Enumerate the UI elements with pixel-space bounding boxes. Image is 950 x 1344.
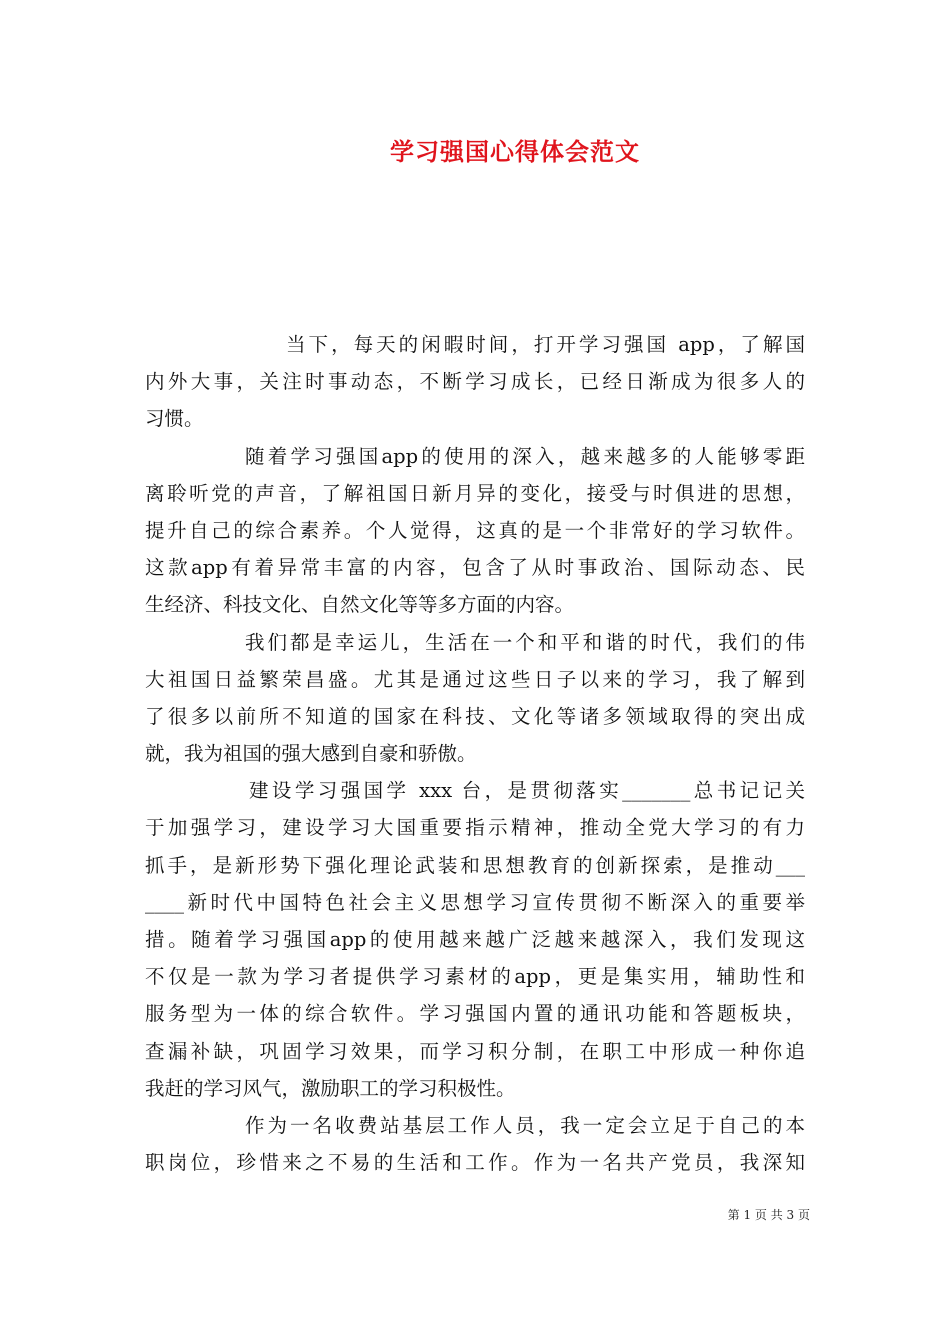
body-line: 不仅是一款为学习者提供学习素材的app，更是集实用，辅助性和	[145, 965, 805, 989]
body-line: 抓手，是新形势下强化理论武装和思想教育的创新探索，是推动___	[145, 853, 805, 877]
body-line: 这款app有着异常丰富的内容，包含了从时事政治、国际动态、民	[145, 556, 805, 580]
document-body	[145, 326, 805, 1181]
body-line: ____新时代中国特色社会主义思想学习宣传贯彻不断深入的重要举	[145, 890, 805, 914]
body-line: 当下，每天的闲暇时间，打开学习强国 app，了解国	[286, 333, 805, 356]
page-footer: 第 1 页 共 3 页	[727, 1208, 810, 1222]
body-line: 我赶的学习风气，激励职工的学习积极性。	[145, 1076, 516, 1100]
body-line: 随着学习强国app的使用的深入，越来越多的人能够零距	[245, 444, 805, 468]
body-line: 作为一名收费站基层工作人员，我一定会立足于自己的本	[245, 1113, 805, 1137]
body-line: 我们都是幸运儿，生活在一个和平和谐的时代，我们的伟	[245, 630, 805, 654]
body-line: 于加强学习，建设学习大国重要指示精神，推动全党大学习的有力	[145, 816, 805, 840]
body-line: 了很多以前所不知道的国家在科技、文化等诸多领域取得的突出成	[145, 704, 805, 728]
body-line: 就，我为祖国的强大感到自豪和骄傲。	[145, 742, 477, 766]
body-line: 提升自己的综合素养。个人觉得，这真的是一个非常好的学习软件。	[145, 518, 805, 542]
body-line: 建设学习强国学 xxx 台，是贯彻落实_______总书记记关	[249, 779, 805, 803]
body-line: 查漏补缺，巩固学习效果，而学习积分制，在职工中形成一种你追	[145, 1039, 805, 1063]
body-line: 措。随着学习强国app的使用越来越广泛越来越深入，我们发现这	[145, 928, 805, 951]
body-line: 内外大事，关注时事动态，不断学习成长，已经日渐成为很多人的	[145, 370, 805, 394]
body-line: 离聆听党的声音，了解祖国日新月异的变化，接受与时俱进的思想，	[145, 481, 805, 505]
body-line: 职岗位，珍惜来之不易的生活和工作。作为一名共产党员，我深知	[145, 1151, 805, 1175]
body-line: 生经济、科技文化、自然文化等等多方面的内容。	[145, 593, 575, 617]
document-title: 学习强国心得体会范文	[390, 138, 640, 166]
body-line: 大祖国日益繁荣昌盛。尤其是通过这些日子以来的学习，我了解到	[145, 667, 805, 691]
body-line: 服务型为一体的综合软件。学习强国内置的通讯功能和答题板块，	[145, 1002, 805, 1026]
body-line: 习惯。	[145, 407, 204, 431]
